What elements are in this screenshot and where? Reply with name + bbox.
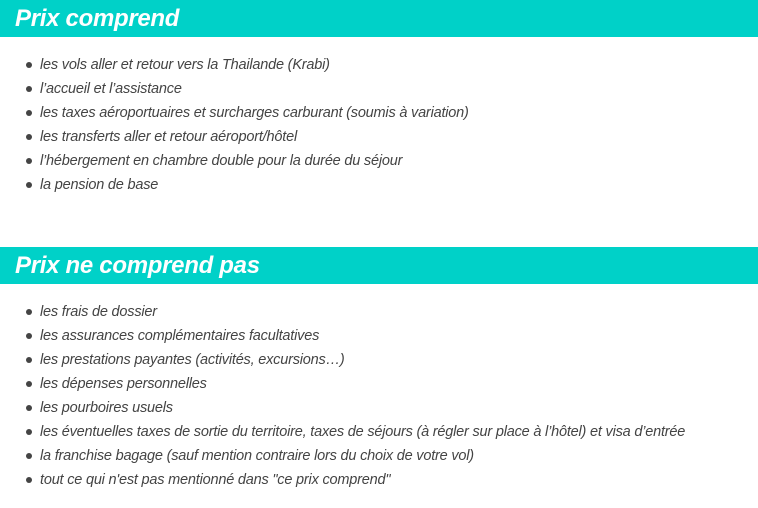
- bullet-icon: [26, 134, 32, 140]
- bullet-icon: [26, 357, 32, 363]
- list-item-text: les transferts aller et retour aéroport/hôtel: [40, 129, 297, 145]
- list-item-text: la pension de base: [40, 177, 159, 193]
- bullet-icon: [26, 62, 32, 68]
- bullet-icon: [26, 86, 32, 92]
- list-item-text: les assurances complémentaires facultatives: [40, 328, 320, 344]
- list-item: [0, 173, 469, 197]
- section-title-prix-comprend: Prix comprend: [0, 0, 758, 37]
- list-item: [0, 101, 469, 125]
- list-item-text: tout ce qui n'est pas mentionné dans "ce prix comprend": [40, 472, 391, 488]
- list-item: [0, 372, 685, 396]
- list-item-text: les pourboires usuels: [40, 400, 173, 416]
- list-item: [0, 53, 469, 77]
- list-item: [0, 444, 685, 468]
- list-item: [0, 125, 469, 149]
- list-item: [0, 300, 685, 324]
- list-item-text: l’accueil et l’assistance: [40, 81, 182, 97]
- list-item-text: la franchise bagage (sauf mention contraire lors du choix de votre vol): [40, 448, 474, 464]
- bullet-icon: [26, 182, 32, 188]
- list-item-text: les éventuelles taxes de sortie du territoire, taxes de séjours (à régler sur place à l’hôtel) et visa d’entrée: [40, 424, 686, 440]
- list-item-text: les vols aller et retour vers la Thailande (Krabi): [40, 57, 330, 73]
- list-item-text: les taxes aéroportuaires et surcharges carburant (soumis à variation): [40, 105, 469, 121]
- bullet-icon: [26, 158, 32, 164]
- bullet-icon: [26, 309, 32, 315]
- list-item: [0, 77, 469, 101]
- list-item: [0, 348, 685, 372]
- bullet-icon: [26, 381, 32, 387]
- list-item: [0, 324, 685, 348]
- excluded-list: [0, 300, 685, 492]
- section-title-prix-ne-comprend-pas: Prix ne comprend pas: [0, 247, 758, 284]
- list-item-text: les frais de dossier: [40, 304, 157, 320]
- bullet-icon: [26, 333, 32, 339]
- bullet-icon: [26, 477, 32, 483]
- list-item-text: les dépenses personnelles: [40, 376, 207, 392]
- list-item-text: l’hébergement en chambre double pour la durée du séjour: [40, 153, 403, 169]
- included-list: [0, 53, 469, 197]
- list-item: [0, 149, 469, 173]
- bullet-icon: [26, 110, 32, 116]
- list-item: [0, 396, 685, 420]
- bullet-icon: [26, 453, 32, 459]
- list-item: [0, 420, 685, 444]
- bullet-icon: [26, 429, 32, 435]
- list-item: [0, 468, 685, 492]
- bullet-icon: [26, 405, 32, 411]
- list-item-text: les prestations payantes (activités, excursions…): [40, 352, 345, 368]
